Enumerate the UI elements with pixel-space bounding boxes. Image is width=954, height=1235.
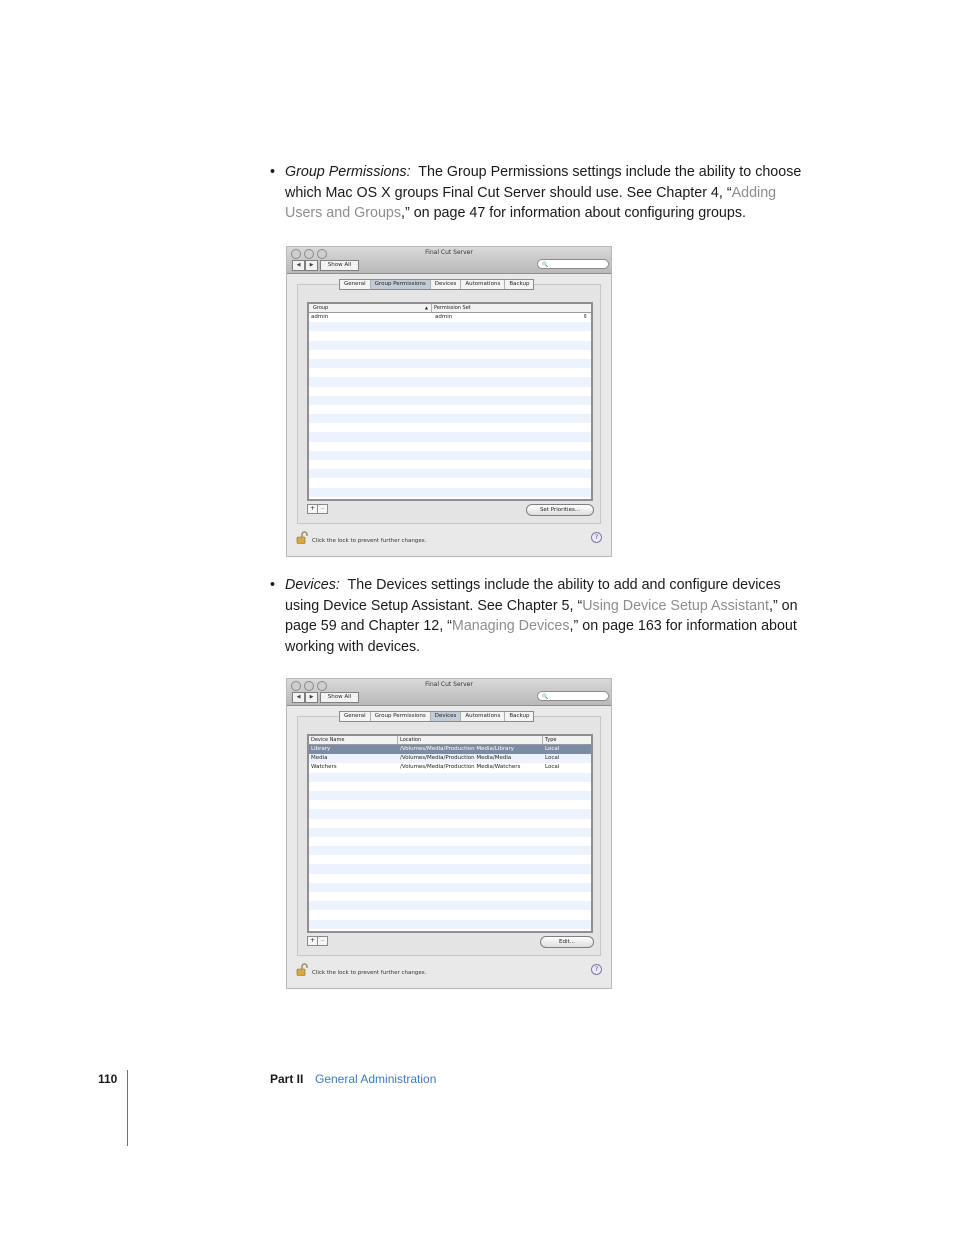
back-arrow-icon[interactable]: ◀ <box>292 260 305 271</box>
table-row <box>309 828 591 837</box>
table-row <box>309 855 591 864</box>
cell-device-name: Watchers <box>311 764 337 771</box>
table-row <box>309 451 591 460</box>
table-row <box>309 837 591 846</box>
cell-device-name: Library <box>311 746 331 752</box>
forward-arrow-icon[interactable]: ▶ <box>305 692 318 703</box>
bullet-label: Devices: <box>285 577 340 593</box>
tab-group-permissions[interactable]: Group Permissions <box>371 712 431 721</box>
table-header <box>309 304 591 313</box>
table-row <box>309 368 591 377</box>
table-row <box>309 341 591 350</box>
lock-message: Click the lock to prevent further changes. <box>312 969 427 976</box>
tab-automations[interactable]: Automations <box>461 280 505 289</box>
column-header-group[interactable] <box>309 304 431 312</box>
bullet-dot: • <box>270 164 276 180</box>
table-row <box>309 331 591 340</box>
table-row <box>309 819 591 828</box>
window-title: Final Cut Server <box>425 681 473 688</box>
table-row <box>309 910 591 919</box>
table-rows <box>309 313 591 501</box>
table-row <box>309 405 591 414</box>
lock-row <box>296 531 426 544</box>
lock-row <box>296 963 426 976</box>
set-priorities-button[interactable]: Set Priorities... <box>526 504 594 516</box>
footer-part-label: Part II <box>270 1072 304 1086</box>
nav-buttons <box>292 692 318 703</box>
add-remove-controls <box>307 504 328 514</box>
tab-devices[interactable]: Devices <box>431 280 462 289</box>
bullet-label: Group Permissions: <box>285 164 411 180</box>
forward-arrow-icon[interactable]: ▶ <box>305 260 318 271</box>
tab-devices[interactable]: Devices <box>431 712 462 721</box>
bullet-text: The Group Permissions settings include the ability to choose which Mac OS X groups Final Cut Server should use. See Chapter 4, “ <box>285 164 802 201</box>
table-rows <box>309 745 591 933</box>
column-header-label: Group <box>313 305 329 311</box>
table-row <box>309 773 591 782</box>
remove-group-button[interactable]: − <box>318 504 328 514</box>
table-row <box>309 469 591 478</box>
footer-divider <box>127 1070 128 1146</box>
group-permissions-table[interactable] <box>307 302 593 501</box>
table-row <box>309 920 591 929</box>
bullet-paragraph <box>285 575 815 657</box>
table-row <box>309 460 591 469</box>
link-using-device-setup-assistant[interactable]: Using Device Setup Assistant <box>582 597 769 614</box>
bullet-text: The Devices settings include the ability to add and configure devices using Device Setup Assistant. See Chapter 5, “ <box>285 577 781 614</box>
table-row <box>309 782 591 791</box>
nav-buttons <box>292 260 318 271</box>
table-row <box>309 423 591 432</box>
column-header-location[interactable]: Location <box>397 736 542 744</box>
search-icon: 🔍 <box>542 262 549 268</box>
search-input[interactable] <box>537 259 609 269</box>
table-row <box>309 846 591 855</box>
lock-icon[interactable] <box>296 531 308 544</box>
title-bar <box>287 247 611 274</box>
search-icon: 🔍 <box>542 694 549 700</box>
table-row <box>309 377 591 386</box>
edit-device-button[interactable]: Edit... <box>540 936 594 948</box>
table-row <box>309 791 591 800</box>
table-row <box>309 432 591 441</box>
cell-type: Local <box>545 755 560 762</box>
window-body <box>287 274 611 556</box>
title-bar <box>287 679 611 706</box>
table-row <box>309 864 591 873</box>
bullet-devices <box>270 575 815 657</box>
table-row <box>309 387 591 396</box>
table-row <box>309 488 591 497</box>
sort-ascending-icon: ▲ <box>424 305 428 310</box>
table-row[interactable] <box>309 313 591 322</box>
add-group-button[interactable]: + <box>307 504 318 514</box>
cell-location: /Volumes/Media/Production Media/Watchers <box>400 764 521 771</box>
back-arrow-icon[interactable]: ◀ <box>292 692 305 703</box>
cell-group: admin <box>311 314 329 320</box>
bullet-dot: • <box>270 577 276 593</box>
table-row <box>309 901 591 910</box>
cell-location: /Volumes/Media/Production Media/Library <box>400 746 515 752</box>
help-button[interactable]: ? <box>591 964 602 975</box>
table-row <box>309 442 591 451</box>
tab-bar <box>339 279 534 290</box>
lock-icon[interactable] <box>296 963 308 976</box>
table-row[interactable] <box>309 754 591 763</box>
link-adding-users-and-groups[interactable]: Adding Users and Groups <box>285 184 777 221</box>
table-row-selected[interactable] <box>309 745 591 754</box>
tab-group-permissions[interactable]: Group Permissions <box>371 280 431 289</box>
search-input[interactable] <box>537 691 609 701</box>
link-managing-devices[interactable]: Managing Devices <box>451 618 570 634</box>
column-header-type[interactable]: Type <box>542 736 591 744</box>
cell-device-name: Media <box>311 755 328 762</box>
column-header-device-name[interactable]: Device Name <box>311 737 345 743</box>
table-row[interactable] <box>309 763 591 772</box>
bullet-paragraph <box>285 162 815 224</box>
show-all-button[interactable]: Show All <box>320 260 359 271</box>
devices-table[interactable] <box>307 734 593 933</box>
stepper-icon[interactable]: ⇕ <box>583 314 588 320</box>
table-row <box>309 478 591 487</box>
bullet-text: ,” on page 163 for information about working with devices. <box>285 618 797 655</box>
add-device-button[interactable]: + <box>307 936 318 946</box>
column-header-permission-set[interactable]: Permission Set <box>431 304 591 312</box>
cell-type: Local <box>545 764 560 771</box>
table-row <box>309 800 591 809</box>
table-row <box>309 892 591 901</box>
page-number: 110 <box>98 1072 118 1086</box>
cell-permission-set[interactable]: admin <box>435 314 453 320</box>
table-row <box>309 359 591 368</box>
add-remove-controls <box>307 936 328 946</box>
table-row <box>309 414 591 423</box>
table-row <box>309 497 591 501</box>
remove-device-button[interactable]: − <box>318 936 328 946</box>
tab-general[interactable]: General <box>340 712 371 721</box>
cell-type: Local <box>545 746 560 752</box>
window-title: Final Cut Server <box>425 249 473 256</box>
bullet-group-permissions <box>270 162 815 224</box>
devices-window <box>286 678 612 989</box>
tab-backup[interactable]: Backup <box>509 713 530 719</box>
cell-location: /Volumes/Media/Production Media/Media <box>400 755 512 762</box>
footer-section-link[interactable]: General Administration <box>315 1072 437 1086</box>
table-row <box>309 396 591 405</box>
lock-message: Click the lock to prevent further changes. <box>312 537 427 544</box>
table-row <box>309 929 591 933</box>
table-row <box>309 874 591 883</box>
tab-automations[interactable]: Automations <box>461 712 505 721</box>
table-row <box>309 322 591 331</box>
table-row <box>309 350 591 359</box>
table-row <box>309 883 591 892</box>
tab-backup[interactable]: Backup <box>509 281 530 287</box>
group-permissions-window <box>286 246 612 557</box>
bullet-text: ,” on page 47 for information about configuring groups. <box>401 205 746 221</box>
table-row <box>309 809 591 818</box>
help-button[interactable]: ? <box>591 532 602 543</box>
tab-bar <box>339 711 534 722</box>
table-header <box>309 736 591 745</box>
tab-general[interactable]: General <box>340 280 371 289</box>
bullet-text: ,” on page 59 and Chapter 12, “ <box>285 597 798 634</box>
show-all-button[interactable]: Show All <box>320 692 359 703</box>
window-body <box>287 706 611 988</box>
